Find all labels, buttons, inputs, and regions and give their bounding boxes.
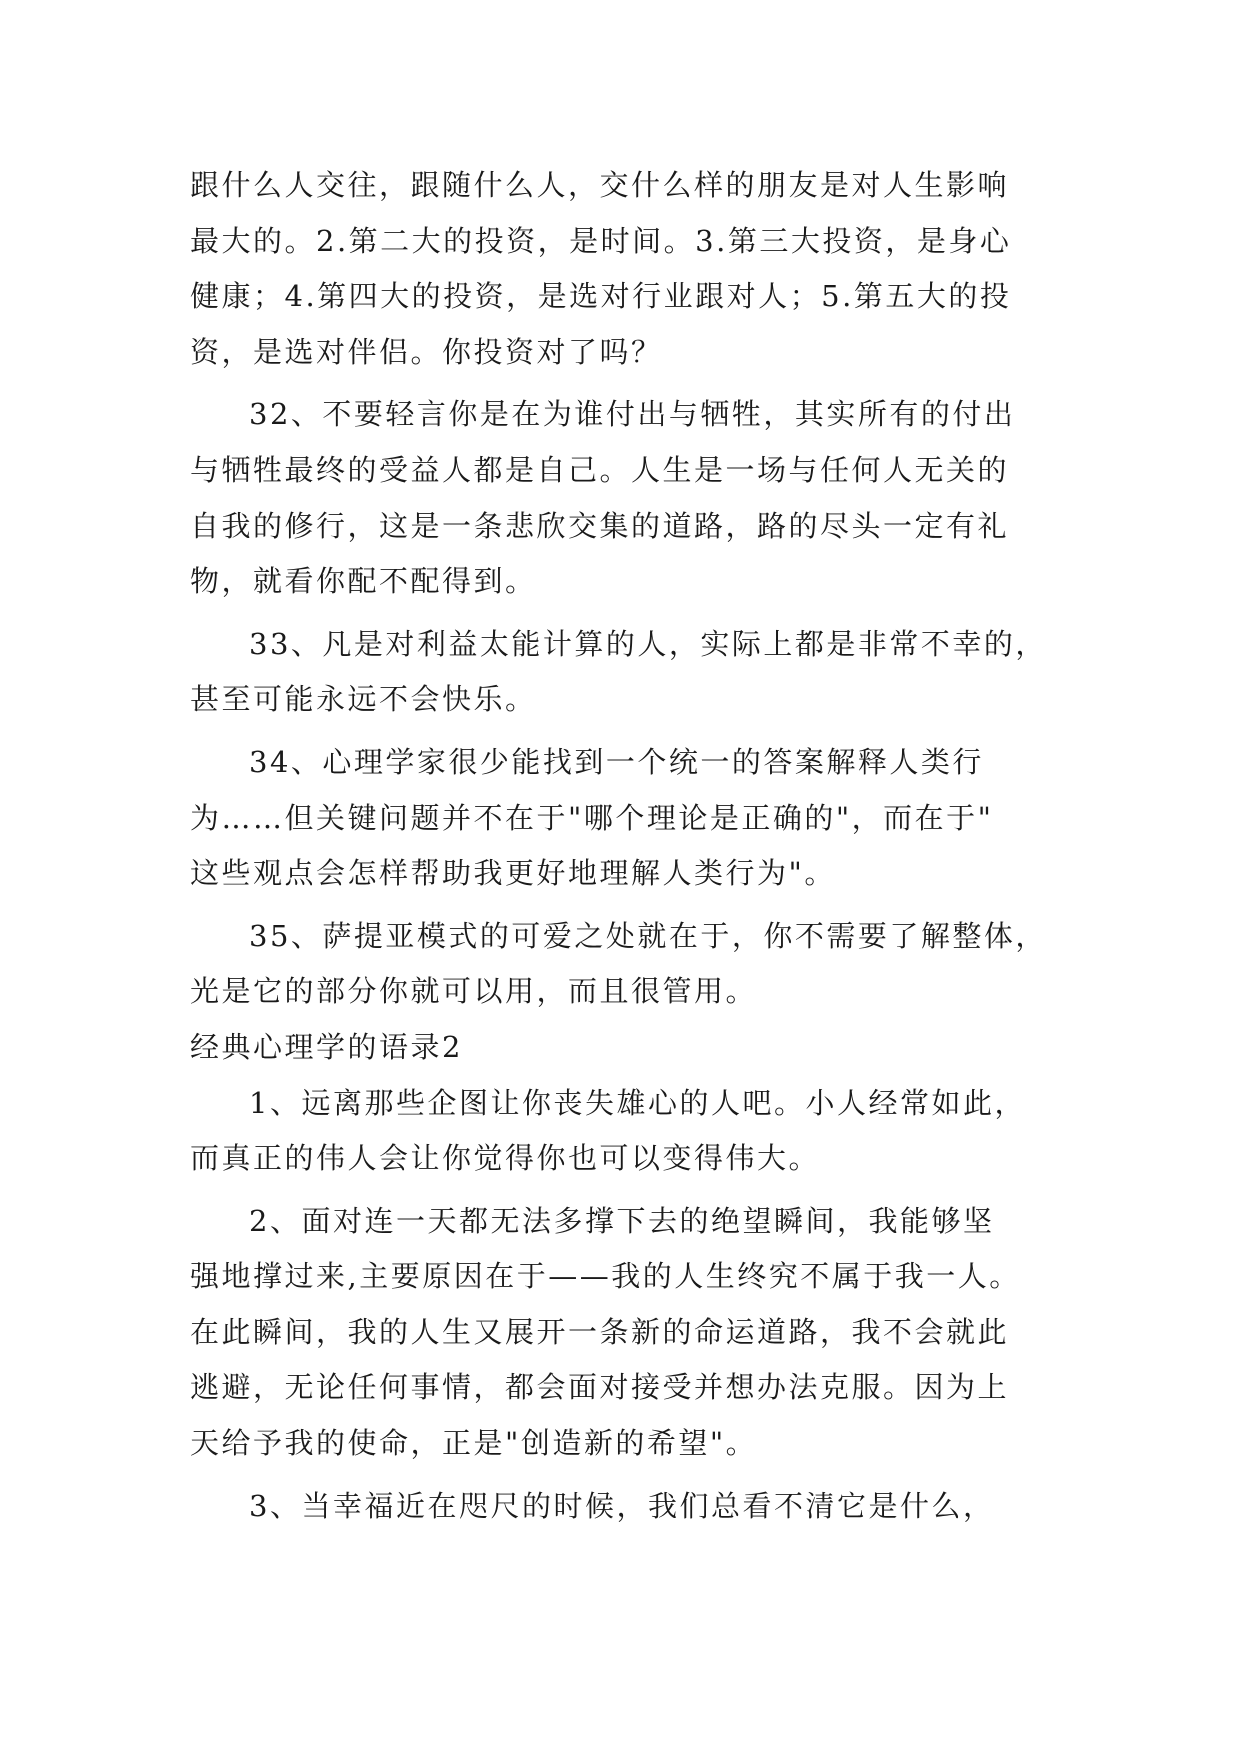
text-line: 光是它的部分你就可以用，而且很管用。 — [190, 974, 758, 1009]
text-line: 资，是选对伴侣。你投资对了吗？ — [190, 334, 663, 369]
text-line: 为……但关键问题并不在于"哪个理论是正确的"，而在于" — [190, 800, 994, 835]
text-line: 天给予我的使命，正是"创造新的希望"。 — [190, 1426, 758, 1461]
paragraph-2 — [190, 1194, 1070, 1472]
text-line: 34、心理学家很少能找到一个统一的答案解释人类行 — [249, 744, 984, 779]
text-line: 而真正的伟人会让你觉得你也可以变得伟大。 — [190, 1141, 821, 1176]
section-heading-block — [190, 1020, 1070, 1076]
text-line: 1、远离那些企图让你丧失雄心的人吧。小人经常如此， — [249, 1085, 1026, 1120]
text-line: 33、凡是对利益太能计算的人，实际上都是非常不幸的， — [249, 626, 1047, 661]
paragraph-35 — [190, 909, 1070, 1020]
paragraph-3 — [190, 1479, 1070, 1535]
paragraph-32 — [190, 387, 1070, 609]
text-line: 强地撑过来,主要原因在于——我的人生终究不属于我一人。 — [190, 1259, 1021, 1294]
section-heading: 经典心理学的语录2 — [190, 1029, 463, 1064]
paragraph-33 — [190, 617, 1070, 728]
text-line: 2、面对连一天都无法多撑下去的绝望瞬间，我能够坚 — [249, 1203, 995, 1238]
text-line: 35、萨提亚模式的可爱之处就在于，你不需要了解整体， — [249, 918, 1047, 953]
text-line: 逃避，无论任何事情，都会面对接受并想办法克服。因为上 — [190, 1370, 1010, 1405]
text-line: 物，就看你配不配得到。 — [190, 564, 537, 599]
text-line: 32、不要轻言你是在为谁付出与牺牲，其实所有的付出 — [249, 397, 1016, 432]
text-line: 与牺牲最终的受益人都是自己。人生是一场与任何人无关的 — [190, 452, 1010, 487]
text-line: 自我的修行，这是一条悲欣交集的道路，路的尽头一定有礼 — [190, 508, 1010, 543]
text-line: 3、当幸福近在咫尺的时候，我们总看不清它是什么， — [249, 1488, 995, 1523]
text-line: 在此瞬间，我的人生又展开一条新的命运道路，我不会就此 — [190, 1314, 1010, 1349]
text-line: 健康；4.第四大的投资，是选对行业跟对人；5.第五大的投 — [190, 279, 1012, 314]
text-line: 跟什么人交往，跟随什么人，交什么样的朋友是对人生影响 — [190, 168, 1010, 202]
text-line: 最大的。2.第二大的投资，是时间。3.第三大投资，是身心 — [190, 223, 1012, 258]
paragraph-34 — [190, 735, 1070, 902]
text-line: 这些观点会怎样帮助我更好地理解人类行为"。 — [190, 856, 836, 891]
paragraph-31-continued — [190, 158, 1070, 380]
text-line: 甚至可能永远不会快乐。 — [190, 682, 537, 717]
paragraph-1 — [190, 1076, 1070, 1187]
document-body — [190, 158, 1070, 1534]
